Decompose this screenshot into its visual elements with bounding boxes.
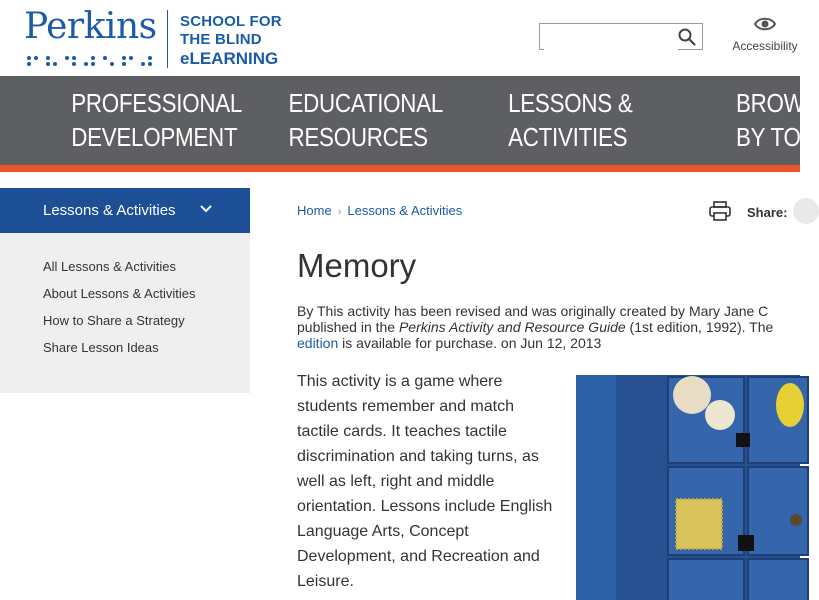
search-input[interactable] (544, 24, 678, 50)
sidebar-item-how-to-share[interactable]: How to Share a Strategy (43, 313, 185, 328)
nav-item-line: LESSONS & (508, 88, 633, 118)
nav-item-lessons-activities[interactable] (508, 86, 633, 154)
site-header (0, 0, 800, 76)
byline-line (297, 335, 817, 351)
nav-item-line: ACTIVITIES (508, 122, 628, 152)
nav-item-educational-resources[interactable] (288, 86, 444, 154)
accessibility-label: Accessibility (732, 39, 798, 53)
print-icon[interactable] (709, 201, 731, 221)
nav-item-line: BY TOP (736, 122, 816, 152)
search-icon[interactable] (678, 28, 696, 46)
guide-title: Perkins Activity and Resource Guide (398, 319, 626, 335)
search-box (539, 23, 703, 50)
logo-divider (167, 10, 168, 68)
main-nav (0, 76, 819, 165)
edition-link[interactable]: edition (297, 335, 339, 351)
logo-line-1: SCHOOL FOR (180, 13, 282, 30)
logo-wordmark: Perkins (24, 6, 157, 47)
sidebar-menu (0, 233, 250, 393)
byline-text: is available for purchase. on Jun 12, 2013 (338, 335, 602, 351)
logo-line-2: THE BLIND (180, 31, 262, 48)
logo-line-3: eLEARNING (180, 49, 279, 68)
chevron-down-icon (199, 204, 213, 214)
byline-line (297, 319, 817, 335)
share-button[interactable] (793, 198, 819, 224)
accessibility-button[interactable] (730, 16, 800, 53)
breadcrumb-home[interactable]: Home (297, 203, 332, 218)
nav-item-professional-development[interactable] (71, 86, 243, 154)
byline (297, 303, 817, 351)
sidebar-heading-label: Lessons & Activities (43, 202, 176, 219)
nav-item-browse-by-topic[interactable] (736, 86, 819, 154)
sidebar-item-share-lesson-ideas[interactable]: Share Lesson Ideas (43, 340, 159, 355)
eye-icon (754, 16, 776, 32)
nav-item-line: EDUCATIONAL (288, 88, 444, 118)
byline-line: By This activity has been revised and was originally created by Mary Jane C (297, 303, 769, 319)
byline-text: published in the (297, 319, 399, 335)
sidebar-heading-toggle[interactable] (0, 188, 250, 233)
byline-text: (1st edition, 1992). The (625, 319, 774, 335)
page-title: Memory (297, 247, 417, 284)
breadcrumb (297, 203, 462, 218)
nav-accent-stripe (0, 165, 800, 172)
braille-dots-icon (26, 54, 156, 68)
nav-item-line: PROFESSIONAL (71, 88, 243, 118)
activity-photo (576, 375, 800, 600)
breadcrumb-current[interactable]: Lessons & Activities (347, 203, 463, 218)
nav-item-line: DEVELOPMENT (71, 122, 238, 152)
share-label: Share: (747, 205, 788, 220)
nav-item-line: BROWS (736, 88, 819, 118)
sidebar-item-about-lessons[interactable]: About Lessons & Activities (43, 286, 196, 301)
sidebar-item-all-lessons[interactable]: All Lessons & Activities (43, 259, 176, 274)
nav-item-line: RESOURCES (288, 122, 428, 152)
activity-description: This activity is a game where students remember and match tactile cards. It teaches tactile discrimination and taking turns, as well as left, right and middle orientation. Lessons include English Language Arts, Concept Development, and Recreation and Leisure. (297, 373, 553, 590)
breadcrumb-separator: › (337, 206, 342, 218)
